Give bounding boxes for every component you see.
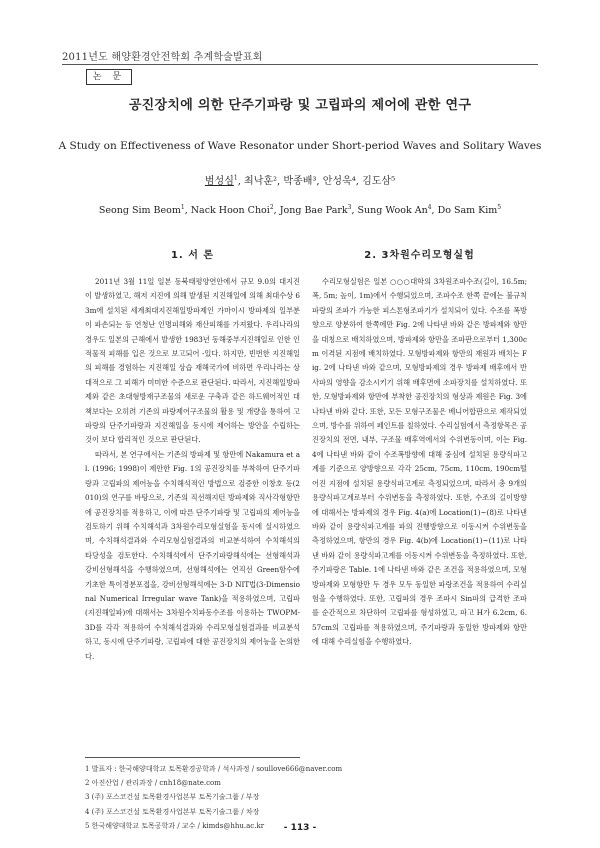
author-en-3: Jong Bae Park [279, 205, 348, 217]
section-heading-experiment: 2. 3차원수리모형실험 [364, 250, 475, 261]
paragraph: 따라서, 본 연구에서는 기존의 방파제 및 항만에 Nakamura et al. (1996; 1998)이 제안한 Fig. 1의 공진장치를 부착하여 단주기파랑과 고립파의 제어능을 수치해석적인 방법으로 검증한 이창호 등(2010)의 연구를 바탕으로, 기존의 직선해지턴 방파제와 직사각형항만에 공진장치를 적용하고, 이에 따른 단주기파랑 및 고립파의 제어능을 검토하기 위해 수치해석과 3차원수리모형실험을 동시에 실시하였으며, 수치해석결과와 수리모형실험결과의 비교분석하여 수치해석의 타당성을 검토한다. 수치해석에서 단주기파랑해석에는 선형해석과 강비선형해석을 수행하였으며, 선형해석에는 연직선 Green함수에 기초한 특이경분포접을, 강비선형해석에는 3-D NIT법(3-Dimensional Numerical Irregular wave Tank)을 적용하였으며, 고립파(지진해일파)에 대해서는 3차원수치파동수조를 이용하는 TWOPM-3D를 각각 적용하여 수치해석결과와 수리모형실험결과를 비교분석하고, 동시에 단주기파랑, 고립파에 대한 공진장치의 제어능을 논의한다. [85, 449, 300, 661]
authors-english: Seong Sim Beom$^1$, Nack Hoon Choi$^2$, Jong Bae Park$^3$, Sung Wook An$^4$, Do Sam Kim$^5$ [98, 204, 502, 217]
footnote: 1 발표자 : 한국해양대학교 토목환경공학과 / 석사과정 / soullove666@naver.com [85, 765, 343, 773]
other-authors: , 최낙훈², 박종배³, 안성욱⁴, 김도삼⁵ [237, 176, 396, 187]
author-en-4-sup: 4 [427, 204, 432, 211]
title-korean: 공진장치에 의한 단주기파랑 및 고립파의 제어에 관한 연구 [128, 98, 472, 113]
page-number: - 113 - [283, 823, 317, 833]
footnote: 2 아진산업 / 관리과장 / cnh18@nate.com [85, 779, 221, 788]
column-left [85, 246, 300, 664]
authors-korean [0, 172, 600, 187]
title-english: A Study on Effectiveness of Wave Resonator under Short-period Waves and Solitary Waves [58, 140, 542, 152]
footnote: 5 한국해양대학교 토목공학과 / 교수 / kimds@hhu.ac.kr [85, 821, 265, 830]
author-en-3-sup: 3 [347, 204, 352, 211]
author-en-1: Seong Sim Beom [98, 205, 181, 217]
author-en-2-sup: 2 [269, 204, 274, 211]
footnote: 3 (주) 포스코건설 토목환경사업본부 토목기술그룹 / 부장 [85, 793, 260, 802]
footnote-rule [85, 757, 300, 758]
section-heading-intro: 1. 서 론 [170, 250, 215, 261]
author-en-1-sup: 1 [180, 204, 185, 211]
paragraph: 2011년 3월 11일 일본 동북태평양연안에서 규모 9.0의 대지진이 발생하였고, 해저 지진에 의해 발생된 지진해일에 의해 최대수상 63m에 설치된 세계최대지진해일방파제인 가마이시 방파제의 일부분이 파손되는 등 연청난 인명피해와 재산피해를 가져왔다. 우리나라의 경우도 일본의 근해에서 발생한 1983년 동해중부지진해일로 인한 인적물적 피해를 입은 것으로 보고되어 -있다. 하지만, 빈번한 지진해일의 피해를 경험하는 지진해일 상습 재해국가에 비하면 우리나라는 상대적으로 그 피해가 미미한 수준으로 판단된다. 따라서, 지진해일방파제와 같은 초대형방재구조물의 새로운 구축과 같은 하드웨어적인 대책보다는 오히려 기존의 파랑제어구조물의 활용 및 개량을 통하여 고파랑의 단주기파랑과 지진해일을 동시에 제어하는 방안을 수립하는 것이 보다 합리적인 것으로 판단된다. [85, 277, 300, 445]
paragraph: 수리모형실험은 일본 ○○○대학의 3차원조파수조(길이, 16.5m; 폭, 5m; 높이, 1m)에서 수행되었으며, 조파수조 한쪽 끝에는 불규칙파랑의 조파가 가능한 피스톤형조파기가 설치되어 있다. 수조를 폭방향으로 양분하여 한쪽에만 Fig. 2에 나타낸 바와 같은 방파제와 항만을 대칭으로 배치하였으며, 방파제와 항만을 조파판으로부터 1,300cm 이격된 지점에 배치하였다. 모형방파제와 항만의 재원과 배치는 Fig. 2에 나타낸 바와 같으며, 모형방파제의 경우 방파제 배후에서 반사파의 영향을 감소시키기 위해 배후면에 소파장치를 설치하였다. 또한, 모형방파제와 항만에 부착한 공진장치의 형상과 제원은 Fig. 3에 나타낸 바와 같다. 또한, 모든 모형구조물은 베니어합판으로 제작되었으며, 방수를 위하여 페인트를 칠하였다. 수리실험에서 측정항목은 공진장치의 전면, 내부, 구조물 배후역에서의 수위변동이며, 이는 Fig. 4에 나타낸 바와 같이 수조폭방향에 대해 중심에 설치된 용량식파고계를 기준으로 양방향으로 각각 25cm, 75cm, 110cm, 190cm떨어진 지점에 설치된 용량식파고계로 측정되었으며, 따라서 총 9개의 용량식파고계로부터 수위변동을 측정하였다. 또한, 수조의 길이방향에 대해서는 방파제의 경우 Fig. 4(a)에 Location(1)~(8)로 나타낸 바와 같이 용량식파고계를 파의 진행방향으로 이동시켜 수위변동을 측정하였으며, 항만의 경우 Fig. 4(b)에 Location(1)~(11)로 나타낸 바와 같이 용량식파고계를 이동시켜 수위변동을 측정하였다. 또한, 주기파랑은 Table. 1에 나타낸 바와 같은 조건을 적용하였으며, 모형방파제와 모형항만 두 경우 모두 동일한 파랑조건을 적용하여 수리실험을 수행하였다. 또한, 고립파의 경우 조파시 Sin파의 급격한 조파를 순간적으로 차단하여 고립파를 형성하였고, 파고 H가 6.2cm, 6.57cm의 고립파를 적용하였으며, 주기파랑과 동일한 방파제와 항만에 대해 수리실험을 수행하였다. [312, 277, 527, 647]
lead-author: 범성심 [204, 176, 234, 187]
author-en-5: Do Sam Kim [437, 205, 498, 217]
author-en-4: Sung Wook An [357, 205, 428, 217]
footnote: 4 (주) 포스코건설 토목환경사업본부 토목기술그룹 / 차장 [85, 807, 260, 816]
lead-author-sup: 1 [233, 174, 238, 182]
author-en-2: Nack Hoon Choi [190, 205, 270, 217]
author-en-5-sup: 5 [497, 204, 502, 211]
column-right [312, 246, 527, 650]
paper-type-badge: 논 문 [86, 69, 132, 85]
conference-header: 2011년도 해양환경안전학회 추계학술발표회 [62, 52, 263, 63]
header-rule [62, 64, 538, 65]
